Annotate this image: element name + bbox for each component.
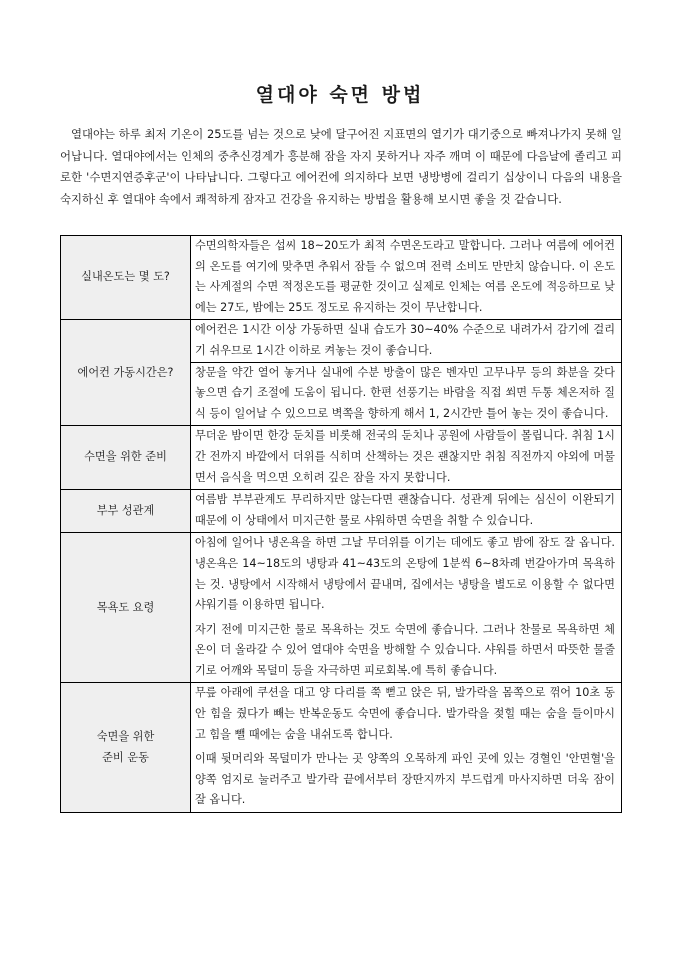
- row-content: [191, 490, 622, 533]
- row-content: [191, 533, 622, 683]
- content-paragraph: 무릎 아래에 쿠션을 대고 양 다리를 쭉 뻗고 앉은 뒤, 발가락을 몸쪽으로 꺾어 10초 동안 힘을 줬다가 빼는 반복운동도 숙면에 좋습니다. 발가락을 젖힐 때는 숨을 들이마시고 힘을 뺄 때에는 숨을 내쉬도록 합니다.: [195, 686, 615, 741]
- row-content: [191, 320, 622, 426]
- content-paragraph: 이때 뒷머리와 목덜미가 만나는 곳 양쪽의 오목하게 파인 곳에 있는 경혈인 '안면혈'을 양쪽 엄지로 눌러주고 발가락 끝에서부터 장딴지까지 부드럽게 마사지하면 더욱 잠이 잘 옵니다.: [195, 752, 615, 807]
- row-label: 목욕도 요령: [61, 533, 191, 683]
- table-row: [61, 236, 622, 320]
- row-content: [191, 426, 622, 490]
- content-paragraph: 아침에 일어나 냉온욕을 하면 그날 무더위를 이기는 데에도 좋고 밤에 잠도 잘 옵니다. 냉온욕은 14~18도의 냉탕과 41~43도의 온탕에 1분씩 6~8차례 번갈아가며 목욕하는 것. 냉탕에서 시작해서 냉탕에서 끝내며, 집에서는 냉탕을 별도로 이용할 수 없다면 샤워기를 이용하면 됩니다.: [195, 536, 615, 612]
- row-content: [191, 236, 622, 320]
- row-label: 에어컨 가동시간은?: [61, 320, 191, 426]
- row-label-line: 숙면을 위한: [96, 730, 155, 744]
- intro-paragraph: 열대야는 하루 최저 기온이 25도를 넘는 것으로 낮에 달구어진 지표면의 열기가 대기중으로 빠져나가지 못해 일어납니다. 열대야에서는 인체의 중추신경계가 흥분해 잠을 자지 못하거나 자주 깨며 이 때문에 다음날에 졸리고 피로한 '수면지연증후군'이 나타납니다. 그렇다고 에어컨에 의지하다 보면 냉방병에 걸리기 십상이니 다음의 내용을 숙지하신 후 열대야 속에서 쾌적하게 잠자고 건강을 유지하는 방법을 활용해 보시면 좋을 것 같습니다.: [60, 127, 622, 206]
- content-paragraph: 수면의학자들은 섭씨 18~20도가 최적 수면온도라고 말합니다. 그러나 여름에 에어컨의 온도를 여기에 맞추면 추워서 잠들 수 없으며 전력 소비도 만만치 않습니다. 이 온도는 사계절의 수면 적정온도를 평균한 것이고 실제로 인체는 여름 온도에 적응하므로 낮에는 27도, 밤에는 25도 정도로 유지하는 것이 무난합니다.: [195, 239, 615, 314]
- page-title: 열대야 숙면 방법: [255, 84, 425, 106]
- table-row: [61, 426, 622, 490]
- content-paragraph: 무더운 밤이면 한강 둔치를 비롯해 전국의 둔치나 공원에 사람들이 몰립니다. 취침 1시간 전까지 바깥에서 더위를 식히며 산책하는 것은 괜찮지만 취침 직전까지 야외에 머물면서 음식을 먹으면 오히려 깊은 잠을 자지 못합니다.: [195, 429, 615, 484]
- row-label: 수면을 위한 준비: [61, 426, 191, 490]
- content-paragraph: 에어컨은 1시간 이상 가동하면 실내 습도가 30~40% 수준으로 내려가서 감기에 걸리기 쉬우므로 1시간 이하로 켜놓는 것이 좋습니다.: [195, 323, 615, 357]
- row-label-line: 준비 운동: [102, 750, 149, 764]
- row-label: 실내온도는 몇 도?: [61, 236, 191, 320]
- table-row: [61, 683, 622, 813]
- row-content: [191, 683, 622, 813]
- sleep-tips-table: [60, 235, 622, 813]
- content-paragraph: 여름밤 부부관계도 무리하지만 않는다면 괜찮습니다. 성관계 뒤에는 심신이 이완되기 때문에 이 상태에서 미지근한 물로 샤워하면 숙면을 취할 수 있습니다.: [195, 493, 615, 527]
- row-label: 부부 성관계: [61, 490, 191, 533]
- table-row: [61, 533, 622, 683]
- table-row: [61, 320, 622, 426]
- content-paragraph: 창문을 약간 열어 놓거나 실내에 수분 방출이 많은 벤자민 고무나무 등의 화분을 갖다 놓으면 습기 조절에 도움이 됩니다. 한편 선풍기는 바람을 직접 쐬면 두통 체온저하 질식 등이 일어날 수 있으므로 벽쪽을 향하게 해서 1, 2시간만 틀어 놓는 것이 좋습니다.: [195, 365, 615, 420]
- content-paragraph: 자기 전에 미지근한 물로 목욕하는 것도 숙면에 좋습니다. 그러나 찬물로 목욕하면 체온이 더 올라갈 수 있어 열대야 숙면을 방해할 수 있습니다. 샤워를 하면서 따뜻한 물줄기로 어깨와 목덜미 등을 자극하면 피로회복.에 특히 좋습니다.: [195, 622, 615, 677]
- table-row: [61, 490, 622, 533]
- row-label: [61, 683, 191, 813]
